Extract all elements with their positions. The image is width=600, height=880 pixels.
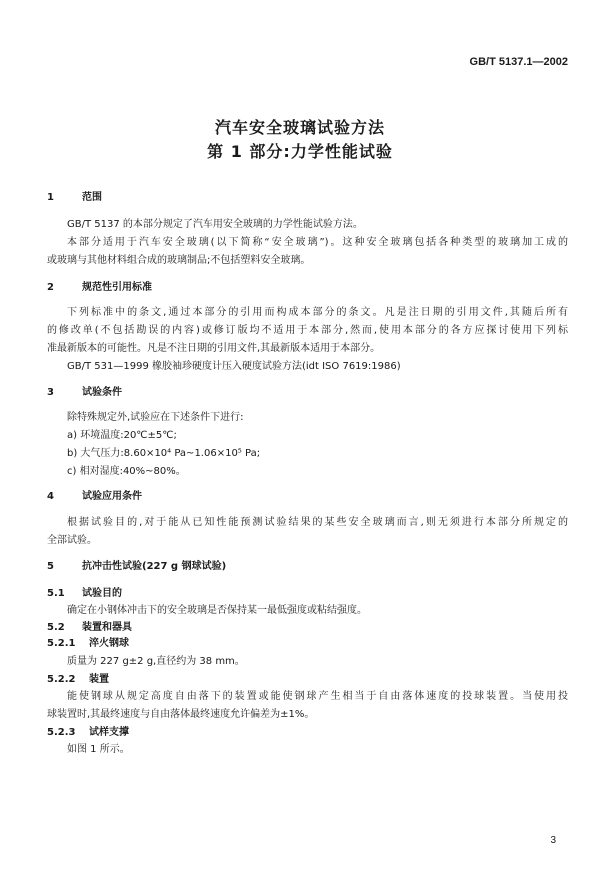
section-5-2-2-heading bbox=[47, 673, 109, 687]
paragraph: 如图 1 所示。 bbox=[67, 744, 130, 755]
paragraph: 质量为 227 g±2 g,直径约为 38 mm。 bbox=[67, 656, 245, 667]
paragraph-line: 全部试验。 bbox=[47, 535, 97, 546]
standard-number: GB/T 5137.1—2002 bbox=[469, 56, 568, 68]
paragraph-line: 能使钢球从规定高度自由落下的装置或能使钢球产生相当于自由落体速度的投球装置。当使用投 bbox=[67, 691, 568, 702]
paragraph-line: 或玻璃与其他材料组合成的玻璃制品;不包括塑料安全玻璃。 bbox=[47, 255, 311, 266]
section-title: 试验目的 bbox=[82, 588, 122, 599]
paragraph-line: 本部分适用于汽车安全玻璃(以下简称“安全玻璃”)。这种安全玻璃包括各种类型的玻璃加工成的 bbox=[67, 237, 568, 248]
paragraph-line: 下列标准中的条文,通过本部分的引用而构成本部分的条文。凡是注日期的引用文件,其随后所有 bbox=[67, 307, 568, 318]
document-title: 汽车安全玻璃试验方法 bbox=[214, 118, 385, 137]
section-2-heading bbox=[47, 281, 152, 295]
section-number: 5 bbox=[47, 561, 54, 572]
section-1-heading bbox=[47, 191, 102, 205]
section-number: 5.1 bbox=[47, 588, 65, 599]
paragraph-line: 的修改单(不包括勘误的内容)或修订版均不适用于本部分,然而,使用本部分的各方应探讨使用下列标 bbox=[47, 325, 568, 336]
list-item: a) 环境温度:20℃±5℃; bbox=[67, 430, 177, 441]
section-4-heading bbox=[47, 490, 142, 504]
section-3-heading bbox=[47, 386, 122, 400]
section-title: 范围 bbox=[82, 192, 102, 203]
section-number: 5.2 bbox=[47, 622, 65, 633]
paragraph: 除特殊规定外,试验应在下述条件下进行: bbox=[67, 412, 244, 423]
list-item: b) 大气压力:8.60×10⁴ Pa~1.06×10⁵ Pa; bbox=[67, 448, 261, 459]
section-number: 5.2.1 bbox=[47, 638, 76, 649]
reference-item: GB/T 531—1999 橡胶袖珍硬度计压入硬度试验方法(idt ISO 7619:1986) bbox=[67, 361, 401, 372]
section-title: 规范性引用标准 bbox=[82, 282, 152, 293]
section-number: 2 bbox=[47, 282, 54, 293]
document-subtitle: 第 1 部分:力学性能试验 bbox=[207, 142, 393, 161]
section-number: 3 bbox=[47, 387, 54, 398]
section-number: 1 bbox=[47, 192, 54, 203]
section-title: 淬火钢球 bbox=[89, 638, 129, 649]
paragraph: GB/T 5137 的本部分规定了汽车用安全玻璃的力学性能试验方法。 bbox=[67, 219, 363, 230]
list-item: c) 相对湿度:40%~80%。 bbox=[67, 466, 186, 477]
section-title: 试验应用条件 bbox=[82, 491, 142, 502]
section-title: 抗冲击性试验(227 g 钢球试验) bbox=[82, 561, 227, 572]
section-5-1-heading bbox=[47, 587, 122, 601]
section-title: 装置 bbox=[89, 674, 109, 685]
section-5-2-3-heading bbox=[47, 726, 129, 740]
page-number: 3 bbox=[550, 835, 556, 846]
paragraph: 确定在小钢体冲击下的安全玻璃是否保持某一最低强度或粘结强度。 bbox=[67, 605, 367, 616]
section-title: 装置和器具 bbox=[82, 622, 132, 633]
section-number: 5.2.3 bbox=[47, 727, 76, 738]
section-5-2-heading bbox=[47, 621, 132, 635]
section-title: 试验条件 bbox=[82, 387, 122, 398]
section-number: 5.2.2 bbox=[47, 674, 76, 685]
paragraph-line: 球装置时,其最终速度与自由落体最终速度允许偏差为±1%。 bbox=[47, 709, 315, 720]
paragraph-line: 根据试验目的,对于能从已知性能预测试验结果的某些安全玻璃而言,则无须进行本部分所规定的 bbox=[67, 517, 568, 528]
section-5-2-1-heading bbox=[47, 637, 129, 651]
section-number: 4 bbox=[47, 491, 54, 502]
section-title: 试样支撑 bbox=[89, 727, 129, 738]
section-5-heading bbox=[47, 560, 226, 574]
paragraph-line: 准最新版本的可能性。凡是不注日期的引用文件,其最新版本适用于本部分。 bbox=[47, 343, 381, 354]
